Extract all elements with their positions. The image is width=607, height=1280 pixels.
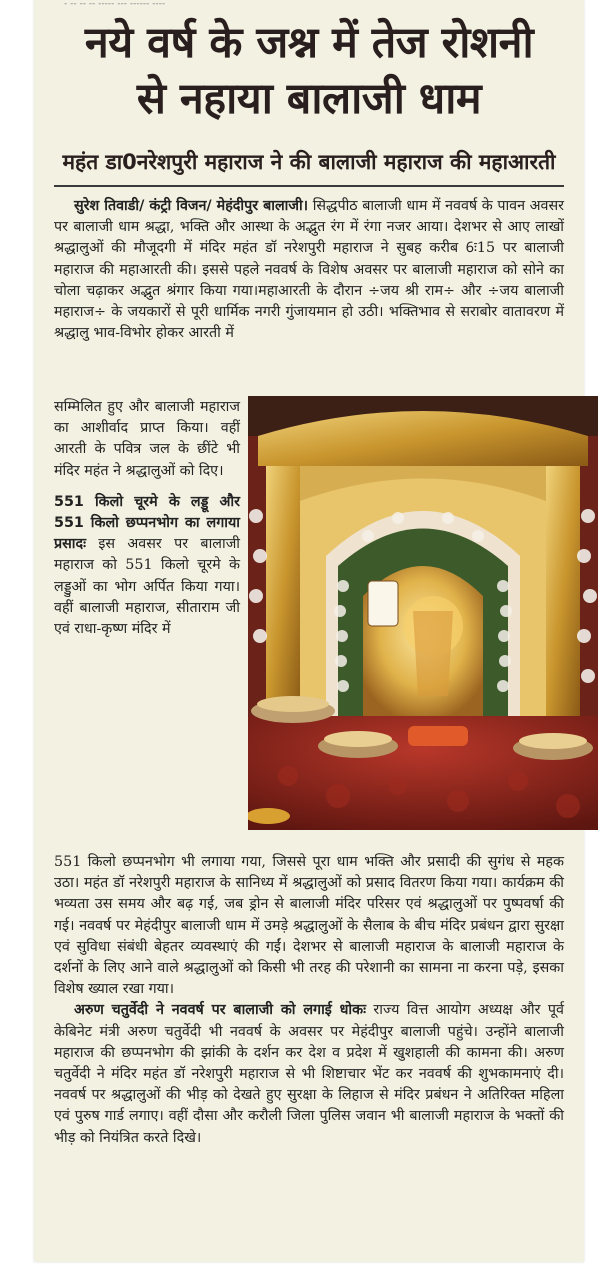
intro-paragraph	[54, 196, 564, 344]
continuation-text: 551 किलो छप्पनभोग भी लगाया गया, जिससे पूरा धाम भक्ति और प्रसादी की सुगंध से महक उठा। महंत डॉ नरेशपुरी महाराज के सानिध्य में श्रद्धालुओं को प्रसाद वितरण किया गया। कार्यक्रम की भव्यता उस समय और बढ़ गई, जब ड्रोन से बालाजी मंदिर परिसर एवं श्रद्धालुओं पर पुष्पवर्षा की गई। नववर्ष पर मेहंदीपुर बालाजी धाम में उमड़े श्रद्धालुओं के सैलाब के बीच मंदिर प्रबंधन द्वारा सुरक्षा एवं सुविधा संबंधी बेहतर व्यवस्थाएं की गईं। देशभर से बालाजी महाराज के बालाजी महाराज के दर्शनों के लिए आने वाले श्रद्धालुओं को किसी भी तरह की परेशानी का सामना ना करना पड़े, इसका विशेष ख्याल रखा गया।	[54, 854, 564, 998]
side-column	[54, 397, 240, 640]
section2-text: राज्य वित्त आयोग अध्यक्ष और पूर्व केबिनेट मंत्री अरुण चतुर्वेदी भी नववर्ष के अवसर पर मेहंदीपुर बालाजी पहुंचे। उन्होंने बालाजी महाराज की छप्पनभोग की झांकी के दर्शन कर देश व प्रदेश में खुशहाली की कामना की। अरुण चतुर्वेदी ने मंदिर महंत डॉ नरेशपुरी महाराज से भी शिष्टाचार भेंट कर नववर्ष की शुभकामनाएं दी। नववर्ष पर श्रद्धालुओं की भीड़ को देखते हुए सुरक्षा के लिहाज से मंदिर प्रबंधन ने अतिरिक्त महिला एवं पुरुष गार्ड लगाए। वहीं दौसा और करौली जिला पुलिस जवान भी बालाजी महाराज के भक्तों की भीड़ को नियंत्रित करते दिखे।	[54, 1002, 564, 1146]
headline-line-2: से नहाया बालाजी धाम	[136, 74, 482, 124]
balaji-shrine-illustration	[248, 396, 598, 830]
headline	[48, 15, 570, 127]
subheadline: महंत डा0नरेशपुरी महाराज ने की बालाजी महाराज की महाआरती	[62, 150, 556, 174]
byline: सुरेश तिवाडी/ कंट्री विजन/ मेहंदीपुर बालाजी।	[74, 198, 309, 214]
continuation-section	[54, 852, 564, 1149]
divider	[54, 185, 564, 187]
section1-text: इस अवसर पर बालाजी महाराज को 551 किलो चूरमे के लड्डुओं का भोग अर्पित किया गया। वहीं बालाजी महाराज, सीताराम जी एवं राधा-कृष्ण मंदिर में	[54, 536, 241, 638]
intro-text: सिद्धपीठ बालाजी धाम में नववर्ष के पावन अवसर पर बालाजी धाम श्रद्धा, भक्ति और आस्था के अद्भुत रंग में रंगा नजर आया। देशभर से आए लाखों श्रद्धालुओं की मौजूदगी में मंदिर महंत डॉ नरेशपुरी महाराज ने सुबह करीब 6ः15 पर बालाजी महाराज की महाआरती की। इससे पहले नववर्ष के विशेष अवसर पर बालाजी महाराज को सोने का चोला चढ़ाकर अद्भुत श्रंगार किया गया।महाआरती के दौरान ÷जय श्री राम÷ और ÷जय बालाजी महाराज÷ के जयकारों से पूरी धार्मिक नगरी गुंजायमान हो उठी। भक्तिभाव से सराबोर वातावरण में श्रद्धालु भाव-विभोर होकर आरती में	[54, 198, 565, 342]
previous-article-cutoff: ‐ ‐‐ ‐‐ ‐‐ ‐‐‐‐‐ ‐‐‐ ‐‐‐‐‐‐ ‐‐‐‐	[64, 0, 166, 9]
section2-heading: अरुण चतुर्वेदी ने नववर्ष पर बालाजी को लगाई धोकः	[74, 1002, 367, 1019]
headline-line-1: नये वर्ष के जश्न में तेज रोशनी	[84, 18, 534, 68]
section1-paragraph	[54, 492, 240, 640]
side-text: सम्मिलित हुए और बालाजी महाराज का आशीर्वाद प्राप्त किया। वहीं आरती के पवित्र जल के छींटे भी मंदिर महंत ने श्रद्धालुओं को दिए।	[54, 399, 240, 479]
section1-heading: 551 किलो चूरमे के लड्डू और 551 किलो छप्पनभोग का लगाया प्रसादः	[54, 493, 240, 553]
temple-photo	[248, 396, 598, 830]
section2-paragraph	[54, 1000, 564, 1148]
newspaper-clipping	[34, 0, 584, 1262]
